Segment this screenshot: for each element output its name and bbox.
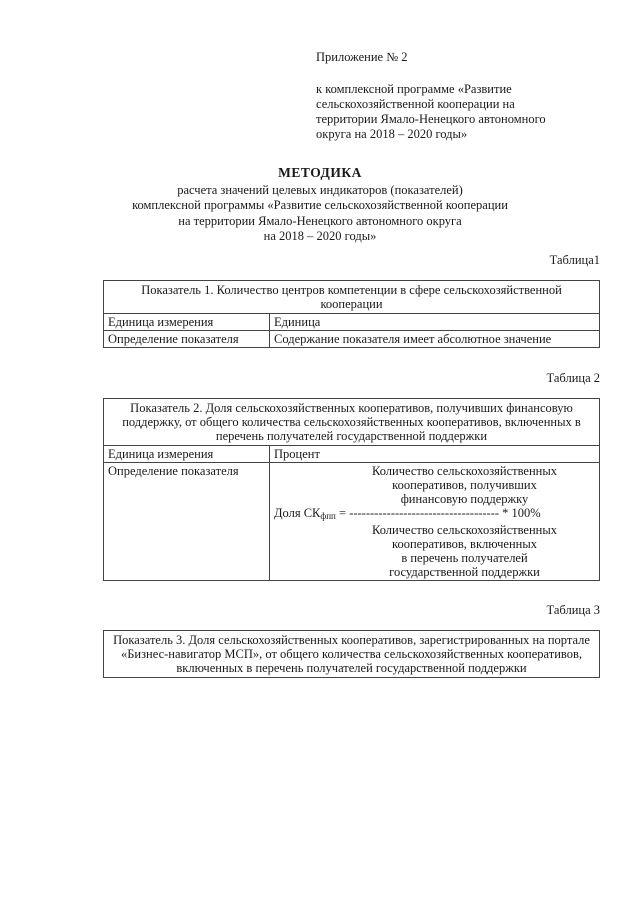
appendix-line: сельскохозяйственной кооперации на <box>316 97 515 111</box>
formula-suffix: * 100% <box>499 506 541 520</box>
formula-fraction-line <box>274 506 595 523</box>
table2-unit-value: Процент <box>270 446 600 463</box>
table1-unit-label: Единица измерения <box>104 314 270 331</box>
method-line: на 2018 – 2020 годы» <box>263 229 377 243</box>
formula-subscript: фпп <box>320 511 336 521</box>
table2-formula <box>270 463 600 581</box>
table3-caption: Таблица 3 <box>546 603 600 617</box>
denominator-line: в перечень получателей <box>401 551 528 565</box>
denominator-line: государственной поддержки <box>389 565 540 579</box>
table-row <box>104 463 600 581</box>
table1-def-label: Определение показателя <box>104 331 270 348</box>
formula-numerator <box>334 464 595 506</box>
method-heading <box>90 165 550 245</box>
formula-eq: = <box>335 506 350 520</box>
formula-dashes: ------------------------------------ <box>349 506 500 520</box>
table2-unit-label: Единица измерения <box>104 446 270 463</box>
table1-def-value: Содержание показателя имеет абсолютное значение <box>270 331 600 348</box>
table3 <box>103 630 600 678</box>
table-row <box>104 331 600 348</box>
table1-header: Показатель 1. Количество центров компетенции в сфере сельскохозяйственной кооперации <box>104 281 600 314</box>
appendix-block <box>316 50 616 142</box>
table1-caption: Таблица1 <box>549 253 600 267</box>
numerator-line: кооперативов, получивших <box>392 478 537 492</box>
table1-unit-value: Единица <box>270 314 600 331</box>
table2-header: Показатель 2. Доля сельскохозяйственных кооперативов, получивших финансовую поддержку, от общего количества сельскохозяйственных кооперативов, включенных в перечень получателей государственной поддержки <box>104 399 600 446</box>
appendix-line: округа на 2018 – 2020 годы» <box>316 127 468 141</box>
appendix-line: к комплексной программе «Развитие <box>316 82 512 96</box>
numerator-line: Количество сельскохозяйственных <box>371 464 557 478</box>
appendix-number: Приложение № 2 <box>316 50 408 64</box>
appendix-line: территории Ямало-Ненецкого автономного <box>316 112 546 126</box>
denominator-line: Количество сельскохозяйственных <box>371 523 557 537</box>
method-line: расчета значений целевых индикаторов (показателей) <box>177 182 463 197</box>
denominator-line: кооперативов, включенных <box>392 537 537 551</box>
table2-def-label: Определение показателя <box>104 463 270 581</box>
table-row <box>104 314 600 331</box>
table2 <box>103 398 600 581</box>
table1 <box>103 280 600 348</box>
numerator-line: финансовую поддержку <box>400 492 529 506</box>
method-title: МЕТОДИКА <box>278 165 362 180</box>
method-line: на территории Ямало-Ненецкого автономного округа <box>178 213 462 228</box>
table2-caption: Таблица 2 <box>546 371 600 385</box>
table3-header: Показатель 3. Доля сельскохозяйственных кооперативов, зарегистрированных на портале «Бизнес-навигатор МСП», от общего количества сельскохозяйственных кооперативов, включенных в перечень получателей государственной поддержки <box>104 631 600 678</box>
formula-denominator <box>334 523 595 579</box>
formula-prefix: Доля СК <box>274 506 321 520</box>
method-line: комплексной программы «Развитие сельскохозяйственной кооперации <box>132 198 508 212</box>
table-row <box>104 446 600 463</box>
